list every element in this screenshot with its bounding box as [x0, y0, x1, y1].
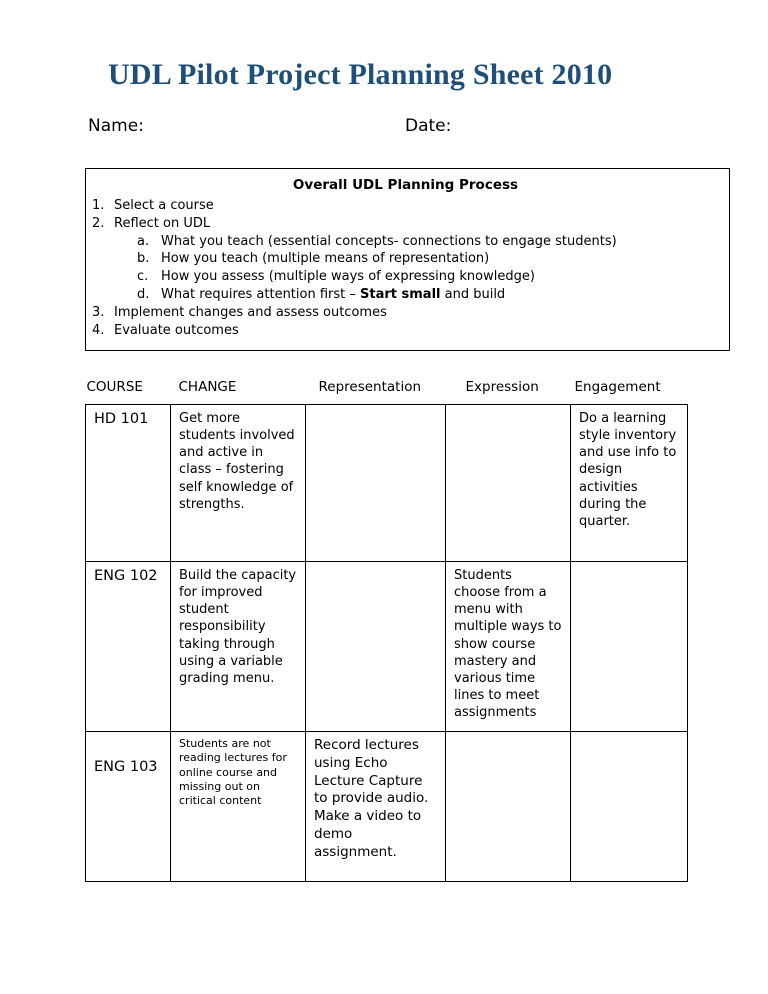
list-text-pre: What requires attention first – — [161, 287, 361, 303]
representation-cell: Record lectures using Echo Lecture Capture to provide audio. Make a video to demo assignment. — [306, 731, 446, 881]
process-list — [92, 197, 719, 341]
list-text: How you assess (multiple ways of expressing knowledge) — [161, 269, 535, 285]
table-row-eng103 — [86, 731, 688, 881]
process-list-item — [92, 304, 719, 322]
list-marker: d. — [137, 287, 150, 303]
process-list-subitem — [137, 233, 719, 251]
list-text: Evaluate outcomes — [114, 323, 239, 339]
list-text: Select a course — [114, 197, 214, 213]
list-text-bold: Start small — [360, 287, 441, 303]
planning-table — [85, 379, 688, 882]
list-marker: 3. — [92, 305, 105, 321]
list-text: Reflect on UDL — [114, 215, 211, 231]
change-cell: Build the capacity for improved student responsibility taking through using a variable grading menu. — [171, 561, 306, 731]
process-list-item — [92, 322, 719, 340]
list-text: Implement changes and assess outcomes — [114, 305, 387, 321]
process-list-subitem — [137, 250, 719, 268]
expression-cell — [446, 404, 571, 561]
course-cell: ENG 103 — [86, 731, 171, 881]
list-text: What you teach (essential concepts- connections to engage students) — [161, 233, 617, 249]
list-marker: a. — [137, 233, 150, 249]
col-header-change: CHANGE — [178, 379, 237, 396]
table-row-eng102 — [86, 561, 688, 731]
engagement-cell — [571, 731, 688, 881]
change-cell: Get more students involved and active in class – fostering self knowledge of strengths. — [171, 404, 306, 561]
table-header-row — [86, 379, 688, 404]
expression-cell: Students choose from a menu with multiple ways to show course mastery and various time lines to meet assignments — [446, 561, 571, 731]
process-list-item — [92, 197, 719, 215]
expression-cell — [446, 731, 571, 881]
list-marker: 2. — [92, 215, 105, 231]
process-box — [85, 168, 730, 351]
engagement-cell — [571, 561, 688, 731]
col-header-engagement: Engagement — [574, 379, 661, 396]
process-list-subitem — [137, 286, 719, 304]
list-text: How you teach (multiple means of representation) — [161, 251, 490, 267]
list-marker: 1. — [92, 197, 105, 213]
list-marker: 4. — [92, 323, 105, 339]
change-cell: Students are not reading lectures for online course and missing out on critical content — [171, 731, 306, 881]
course-cell: HD 101 — [86, 404, 171, 561]
list-marker: b. — [137, 251, 150, 267]
representation-cell — [306, 561, 446, 731]
page-title: UDL Pilot Project Planning Sheet 2010 — [108, 58, 613, 91]
representation-cell — [306, 404, 446, 561]
process-list-item — [92, 215, 719, 233]
course-cell: ENG 102 — [86, 561, 171, 731]
name-label: Name: — [88, 116, 144, 136]
process-box-title: Overall UDL Planning Process — [292, 177, 519, 193]
engagement-cell: Do a learning style inventory and use info to design activities during the quarter. — [571, 404, 688, 561]
table-row-hd101 — [86, 404, 688, 561]
list-text-post: and build — [440, 287, 506, 303]
name-date-row — [85, 116, 730, 138]
process-list-subitem — [137, 268, 719, 286]
col-header-representation: Representation — [318, 379, 422, 396]
col-header-expression: Expression — [465, 379, 539, 396]
col-header-course: COURSE — [86, 379, 143, 396]
list-marker: c. — [137, 269, 149, 285]
list-text — [161, 286, 505, 304]
date-label: Date: — [405, 116, 452, 136]
